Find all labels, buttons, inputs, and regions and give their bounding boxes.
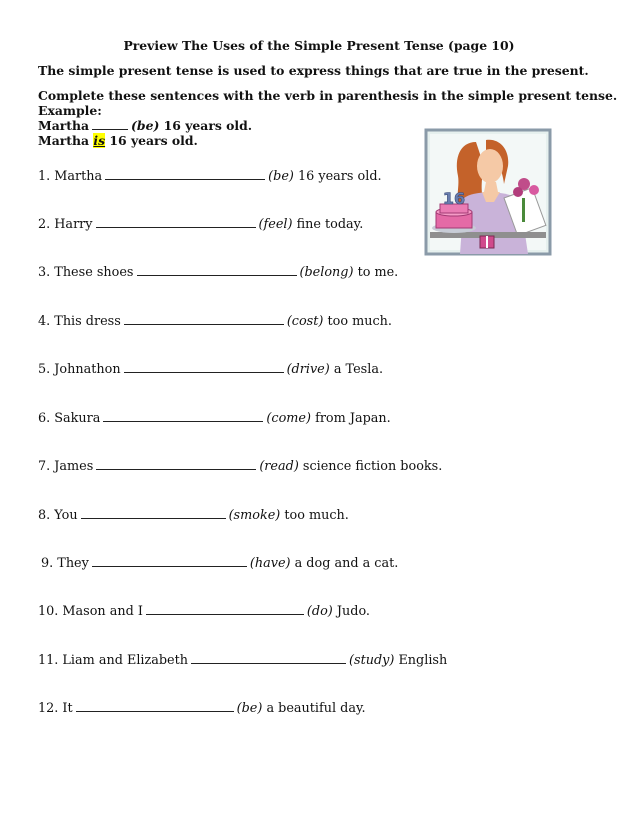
- question-prefix: 10. Mason and I: [38, 604, 143, 619]
- question-9: [41, 556, 398, 571]
- answer-blank[interactable]: [103, 411, 263, 422]
- question-2: [38, 217, 363, 232]
- answer-blank[interactable]: [105, 169, 265, 180]
- question-rest: a Tesla.: [333, 362, 384, 377]
- question-prefix: 9. They: [41, 556, 89, 571]
- question-prefix: 1. Martha: [38, 169, 103, 184]
- question-12: [38, 701, 366, 716]
- answer-blank[interactable]: [124, 362, 284, 373]
- question-verb: (drive): [286, 362, 330, 377]
- question-11: [38, 653, 447, 668]
- question-7: [38, 459, 442, 474]
- question-rest: too much.: [284, 508, 349, 523]
- answer-blank[interactable]: [76, 701, 234, 712]
- question-rest: a dog and a cat.: [294, 556, 399, 571]
- question-1: [38, 169, 382, 184]
- instruction-text: Complete these sentences with the verb in parenthesis in the simple present tense.: [38, 88, 618, 103]
- question-prefix: 12. It: [38, 701, 73, 716]
- question-8: [38, 508, 349, 523]
- question-verb: (cost): [286, 314, 324, 329]
- answer-blank[interactable]: [137, 265, 297, 276]
- question-rest: Judo.: [336, 604, 371, 619]
- question-verb: (do): [306, 604, 333, 619]
- question-10: [38, 604, 370, 619]
- question-prefix: 11. Liam and Elizabeth: [38, 653, 189, 668]
- question-4: [38, 314, 392, 329]
- question-prefix: 5. Johnathon: [38, 362, 121, 377]
- birthday-clipart: [424, 128, 552, 256]
- question-3: [38, 265, 398, 280]
- answer-blank[interactable]: [81, 508, 226, 519]
- answer-blank[interactable]: [96, 459, 256, 470]
- question-rest: science fiction books.: [302, 459, 443, 474]
- face: [477, 149, 503, 183]
- question-verb: (have): [249, 556, 291, 571]
- question-prefix: 2. Harry: [38, 217, 93, 232]
- question-rest: English: [398, 653, 448, 668]
- example-answer-rest: 16 years old.: [109, 133, 198, 148]
- question-rest: a beautiful day.: [266, 701, 366, 716]
- question-prefix: 6. Sakura: [38, 411, 101, 426]
- answer-blank[interactable]: [92, 556, 247, 567]
- answer-blank[interactable]: [124, 314, 284, 325]
- question-verb: (come): [266, 411, 311, 426]
- example-rest: 16 years old.: [163, 118, 253, 133]
- example-verb: (be): [131, 118, 160, 133]
- question-verb: (study): [349, 653, 395, 668]
- example-label: Example:: [38, 103, 102, 118]
- question-rest: to me.: [357, 265, 399, 280]
- answer-blank[interactable]: [191, 653, 346, 664]
- page-title: Preview The Uses of the Simple Present Tense (page 10): [123, 38, 515, 53]
- example-blank: [92, 119, 128, 130]
- example-subject: Martha: [38, 118, 90, 133]
- answer-blank[interactable]: [146, 604, 304, 615]
- question-verb: (be): [268, 169, 294, 184]
- example-answer: [38, 133, 198, 148]
- question-prefix: 8. You: [38, 508, 78, 523]
- intro-text: The simple present tense is used to express things that are true in the present.: [38, 63, 589, 78]
- question-rest: fine today.: [296, 217, 364, 232]
- question-5: [38, 362, 383, 377]
- question-rest: 16 years old.: [297, 169, 382, 184]
- example-answer-subject: Martha: [38, 133, 90, 148]
- question-verb: (belong): [299, 265, 354, 280]
- example-answer-verb: is: [93, 133, 106, 148]
- question-prefix: 4. This dress: [38, 314, 121, 329]
- question-verb: (feel): [258, 217, 293, 232]
- question-rest: from Japan.: [315, 411, 391, 426]
- question-verb: (read): [259, 459, 299, 474]
- question-6: [38, 411, 391, 426]
- question-prefix: 3. These shoes: [38, 265, 134, 280]
- question-prefix: 7. James: [38, 459, 94, 474]
- question-verb: (smoke): [228, 508, 281, 523]
- cake-number: 16: [442, 189, 466, 208]
- example-question: [38, 118, 252, 133]
- question-verb: (be): [236, 701, 263, 716]
- answer-blank[interactable]: [96, 217, 256, 228]
- question-rest: too much.: [327, 314, 392, 329]
